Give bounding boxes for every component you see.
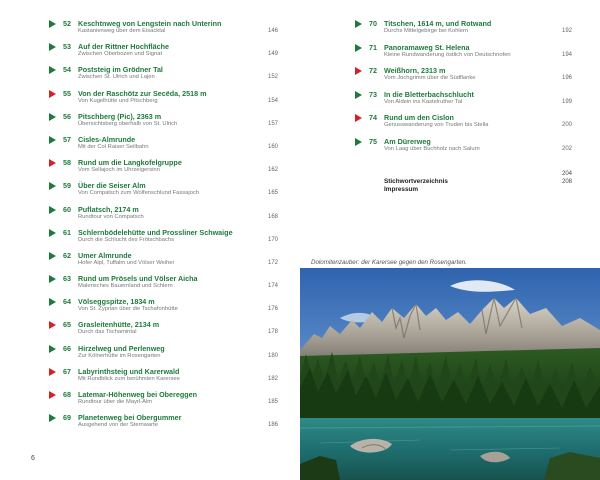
green-triangle-icon (49, 345, 56, 353)
toc-entry-74[interactable] (356, 112, 572, 136)
red-triangle-icon (49, 321, 56, 329)
entry-subtitle: Von Compatsch zum Wolfenschlund Fassajoch (78, 190, 200, 197)
entry-title: Titschen, 1614 m, und Rotwand (384, 19, 492, 28)
entry-subtitle: Ausgehend von der Sternwarte (78, 422, 158, 429)
red-triangle-icon (355, 114, 362, 122)
entry-number: 61 (63, 227, 71, 237)
green-triangle-icon (49, 414, 56, 422)
toc-entry-63[interactable] (50, 273, 278, 296)
toc-entry-52[interactable] (50, 18, 278, 41)
entry-subtitle: Übersichtsberg oberhalb von St. Ulrich (78, 120, 178, 127)
entry-number: 56 (63, 111, 71, 121)
entry-number: 54 (63, 65, 71, 75)
toc-entry-61[interactable] (50, 227, 278, 250)
entry-number: 71 (369, 42, 377, 52)
entry-title: Über die Seiser Alm (78, 181, 146, 191)
entry-page: 152 (267, 74, 278, 81)
entry-number: 57 (63, 134, 71, 144)
entry-title: Rund um den Cislon (384, 113, 454, 123)
entry-subtitle: Von Aldein ins Kastelruther Tal (384, 98, 463, 105)
entry-subtitle: Rundtour über die Mayrl-Alm (78, 399, 153, 405)
toc-entry-56[interactable] (50, 111, 278, 134)
entry-page: 149 (267, 51, 278, 58)
toc-entry-57[interactable] (50, 134, 278, 157)
entry-page: 157 (267, 120, 278, 127)
toc-entry-71[interactable] (356, 42, 572, 66)
entry-number: 75 (369, 136, 377, 146)
entry-number: 65 (63, 320, 71, 330)
entry-page: 202 (561, 145, 572, 152)
red-triangle-icon (49, 90, 56, 98)
entry-page: 200 (561, 122, 572, 129)
entry-number: 52 (63, 19, 71, 28)
entry-page: 194 (561, 51, 572, 58)
toc-entry-68[interactable] (50, 389, 278, 412)
entry-page: 172 (267, 259, 278, 266)
entry-title: Auf der Rittner Hochfläche (78, 42, 170, 52)
entry-number: 64 (63, 297, 71, 307)
entry-title: Planetenweg bei Obergummer (78, 413, 182, 423)
toc-right-column (356, 18, 572, 160)
entry-subtitle: Durch das Tschamintal (78, 329, 137, 336)
entry-subtitle: Von Kugelhütte und Pitschberg (78, 97, 158, 104)
entry-subtitle: Hofer Alpl, Tuffalm und Völser Weiher (78, 259, 175, 266)
toc-entry-75[interactable] (356, 136, 572, 160)
toc-entry-60[interactable] (50, 204, 278, 227)
entry-page: 199 (561, 98, 572, 105)
toc-entry-53[interactable] (50, 41, 278, 64)
index-page: 204 (561, 171, 572, 177)
red-triangle-icon (49, 391, 56, 399)
entry-title: Cisles-Almrunde (78, 134, 136, 144)
red-triangle-icon (355, 67, 362, 75)
index-label: Impressum (384, 186, 419, 193)
entry-subtitle: Zur Kölnerhütte im Rosengarten (78, 352, 161, 359)
entry-number: 55 (63, 88, 71, 98)
entry-title: Panoramaweg St. Helena (384, 42, 470, 52)
entry-page: 174 (267, 283, 278, 290)
entry-title: Weißhorn, 2313 m (384, 66, 446, 76)
entry-number: 69 (63, 413, 71, 423)
red-triangle-icon (49, 368, 56, 376)
entry-title: Keschtnweg von Lengstein nach Unterinn (78, 19, 222, 28)
green-triangle-icon (49, 275, 56, 283)
entry-subtitle: Rundtour von Compatsch (78, 213, 144, 220)
green-triangle-icon (355, 20, 362, 28)
green-triangle-icon (355, 138, 362, 146)
green-triangle-icon (49, 229, 56, 237)
entry-page: 165 (267, 190, 278, 197)
entry-number: 53 (63, 42, 71, 52)
entry-number: 60 (63, 204, 71, 214)
entry-page: 196 (561, 75, 572, 82)
green-triangle-icon (49, 206, 56, 214)
entry-title: Rund um die Langkofelgruppe (78, 158, 182, 168)
toc-entry-66[interactable] (50, 343, 278, 366)
toc-entry-72[interactable] (356, 65, 572, 89)
toc-entry-55[interactable] (50, 88, 278, 111)
green-triangle-icon (355, 91, 362, 99)
entry-subtitle: Mit Rundblick zum berühmten Karersee (78, 375, 180, 382)
entry-number: 73 (369, 89, 377, 99)
entry-page: 192 (561, 28, 572, 34)
entry-title: Pitschberg (Pic), 2363 m (78, 111, 162, 121)
entry-page: 168 (267, 213, 278, 220)
entry-title: In die Bletterbachschlucht (384, 89, 474, 99)
entry-page: 185 (267, 399, 278, 405)
toc-left-column (50, 18, 278, 435)
entry-title: Von der Raschötz zur Secëda, 2518 m (78, 88, 207, 98)
entry-page: 180 (267, 352, 278, 359)
toc-entry-58[interactable] (50, 157, 278, 180)
toc-entry-59[interactable] (50, 180, 278, 203)
green-triangle-icon (49, 182, 56, 190)
entry-title: Hirzelweg und Perlenweg (78, 343, 165, 353)
entry-page: 160 (267, 143, 278, 150)
toc-entry-73[interactable] (356, 89, 572, 113)
entry-page: 186 (267, 422, 278, 429)
green-triangle-icon (355, 44, 362, 52)
green-triangle-icon (49, 113, 56, 121)
green-triangle-icon (49, 136, 56, 144)
green-triangle-icon (49, 252, 56, 260)
toc-entry-64[interactable] (50, 296, 278, 319)
entry-number: 70 (369, 19, 377, 28)
index-row-impressum[interactable] (384, 178, 572, 193)
green-triangle-icon (49, 43, 56, 51)
entry-subtitle: Kastanienweg über dem Eisacktal (78, 28, 166, 34)
page-number: 6 (31, 455, 35, 462)
entry-number: 59 (63, 181, 71, 191)
entry-page: 178 (267, 329, 278, 336)
green-triangle-icon (49, 298, 56, 306)
entry-title: Puflatsch, 2174 m (78, 204, 139, 214)
entry-subtitle: Genusswanderung von Truden bis Stella (384, 122, 489, 129)
entry-title: Völseggspitze, 1834 m (78, 297, 155, 307)
entry-page: 162 (267, 167, 278, 174)
entry-title: Latemar-Höhenweg bei Obereggen (78, 390, 198, 399)
toc-entry-54[interactable] (50, 64, 278, 87)
toc-entry-67[interactable] (50, 366, 278, 389)
entry-subtitle: Durchs Mittelgebirge bei Kohlern (384, 28, 469, 34)
entry-title: Grasleitenhütte, 2134 m (78, 320, 160, 330)
entry-title: Poststeig im Grödner Tal (78, 65, 163, 75)
entry-number: 74 (369, 113, 377, 123)
red-triangle-icon (49, 159, 56, 167)
entry-subtitle: Malerisches Bauernland und Schlern (78, 283, 173, 290)
entry-number: 67 (63, 366, 71, 376)
entry-subtitle: Von St. Zyprian über die Tschafonhütte (78, 306, 178, 313)
index-page: 208 (561, 179, 572, 185)
entry-number: 68 (63, 390, 71, 399)
entry-number: 72 (369, 66, 377, 76)
entry-title: Schlernbödelehütte und Prossliner Schwaige (78, 227, 233, 237)
green-triangle-icon (49, 66, 56, 74)
index-block (384, 170, 572, 193)
entry-subtitle: Zwischen Oberbozen und Signat (78, 51, 163, 58)
entry-subtitle: Mit der Col Raiser Seilbahn (78, 143, 149, 150)
entry-subtitle: Zwischen St. Ulrich und Lajen (78, 74, 155, 81)
photo-caption: Dolomitenzauber: der Karersee gegen den Rosengarten. (311, 259, 467, 266)
entry-subtitle: Vom Jochgrimm über die Südflanke (384, 75, 476, 82)
entry-page: 182 (267, 375, 278, 382)
entry-title: Rund um Prösels und Völser Aicha (78, 274, 198, 284)
toc-entry-70[interactable] (356, 18, 572, 42)
entry-number: 66 (63, 343, 71, 353)
entry-subtitle: Vom Sellajoch im Uhrzeigersinn (78, 167, 160, 174)
entry-title: Umer Almrunde (78, 250, 132, 260)
entry-page: 154 (267, 97, 278, 104)
entry-subtitle: Kleine Rundwanderung östlich von Deutschnofen (384, 51, 511, 58)
index-label: Stichwortverzeichnis (384, 178, 448, 185)
toc-entry-62[interactable] (50, 250, 278, 273)
toc-entry-65[interactable] (50, 319, 278, 342)
entry-number: 62 (63, 250, 71, 260)
entry-title: Labyrinthsteig und Karerwald (78, 366, 180, 376)
entry-page: 146 (267, 28, 278, 34)
entry-page: 170 (267, 236, 278, 243)
entry-subtitle: Durch die Schlucht des Frötschbachs (78, 236, 175, 243)
entry-number: 63 (63, 274, 71, 284)
green-triangle-icon (49, 20, 56, 28)
entry-subtitle: Von Laag über Buchholz nach Salurn (384, 145, 480, 152)
mountain-lake-photo (300, 268, 600, 480)
toc-entry-69[interactable] (50, 412, 278, 435)
entry-page: 176 (267, 306, 278, 313)
entry-title: Am Dürerweg (384, 136, 431, 146)
entry-number: 58 (63, 158, 71, 168)
